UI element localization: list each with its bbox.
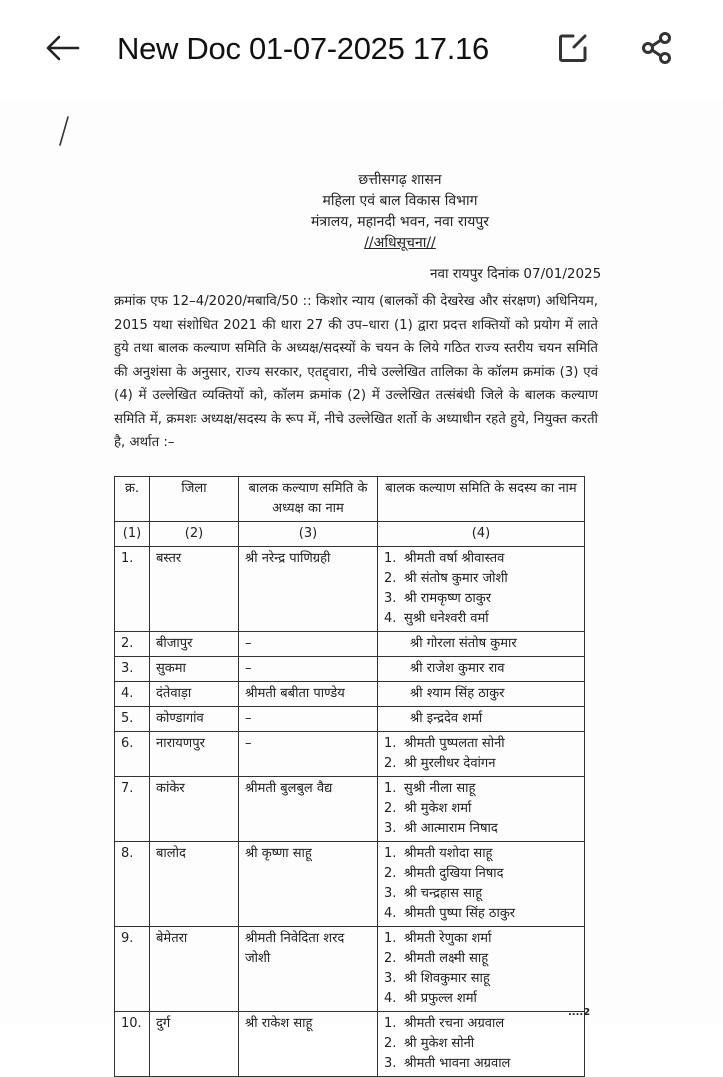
cell-members — [378, 682, 585, 707]
member-item — [384, 969, 578, 989]
member-name: सुश्री धनेश्वरी वर्मा — [404, 611, 489, 626]
page-continuation: ....2 — [568, 1007, 591, 1018]
header-department: महिला एवं बाल विकास विभाग — [322, 193, 478, 209]
header-notification: //अधिसूचना// — [364, 235, 436, 251]
member-name: श्रीमती पुष्पलता सोनी — [404, 736, 505, 751]
member-name: श्री श्याम सिंह ठाकुर — [410, 686, 505, 701]
member-item — [384, 609, 578, 629]
table-row — [115, 842, 585, 927]
col-number: (4) — [378, 522, 585, 547]
member-index: 4. — [384, 611, 397, 626]
document-title: New Doc 01-07-2025 17.16 — [117, 31, 489, 66]
cell-district: दुर्ग — [150, 1012, 239, 1077]
cell-chair: श्रीमती निवेदिता शरद जोशी — [239, 927, 378, 1012]
header-sn: क्र. — [115, 477, 150, 522]
member-name: श्री मुकेश सोनी — [404, 1036, 475, 1051]
edit-button[interactable] — [553, 28, 593, 68]
cell-chair: श्री नरेन्द्र पाणिग्रही — [239, 547, 378, 632]
member-name: श्री प्रफुल्ल शर्मा — [404, 991, 477, 1006]
cell-sn: 2. — [115, 632, 150, 657]
member-name: श्री शिवकुमार साहू — [404, 971, 490, 986]
date-line: नवा रायपुर दिनांक 07/01/2025 — [430, 266, 602, 282]
header-members: बालक कल्याण समिति के सदस्य का नाम — [378, 477, 585, 522]
member-name: श्री इन्द्रदेव शर्मा — [410, 711, 483, 726]
table-row — [115, 732, 585, 777]
member-item — [384, 884, 578, 904]
member-index: 2. — [384, 951, 397, 966]
member-name: श्रीमती वर्षा श्रीवास्तव — [404, 551, 505, 566]
cell-sn: 8. — [115, 842, 150, 927]
table-row — [115, 657, 585, 682]
member-item — [384, 819, 578, 839]
cell-district: नारायणपुर — [150, 732, 239, 777]
member-item — [384, 844, 578, 864]
cell-sn: 6. — [115, 732, 150, 777]
member-name: श्रीमती लक्ष्मी साहू — [404, 951, 489, 966]
cell-sn: 4. — [115, 682, 150, 707]
cell-district: कांकेर — [150, 777, 239, 842]
cell-district: बालोद — [150, 842, 239, 927]
cell-chair: – — [239, 657, 378, 682]
member-name: श्री आत्माराम निषाद — [404, 821, 498, 836]
member-name: श्री चन्द्रहास साहू — [404, 886, 483, 901]
member-index: 3. — [384, 971, 397, 986]
cell-chair: श्री राकेश साहू — [239, 1012, 378, 1077]
member-name: श्रीमती भावना अग्रवाल — [404, 1056, 511, 1071]
appointments-table — [114, 476, 585, 1077]
member-item — [384, 1034, 578, 1054]
member-index: 2. — [384, 866, 397, 881]
cell-chair: श्रीमती बबीता पाण्डेय — [239, 682, 378, 707]
share-icon — [639, 30, 675, 66]
member-name: श्री मुकेश शर्मा — [404, 801, 472, 816]
member-index: 3. — [384, 591, 397, 606]
col-number: (3) — [239, 522, 378, 547]
table-row — [115, 547, 585, 632]
header-govt: छत्तीसगढ़ शासन — [358, 172, 442, 188]
member-index: 1. — [384, 551, 397, 566]
member-index: 3. — [384, 1056, 397, 1071]
table-row — [115, 707, 585, 732]
table-row — [115, 682, 585, 707]
member-item — [384, 949, 578, 969]
table-row — [115, 927, 585, 1012]
app-bar — [0, 0, 723, 100]
cell-members — [378, 1012, 585, 1077]
cell-sn: 5. — [115, 707, 150, 732]
member-item — [384, 734, 578, 754]
member-name: श्री रामकृष्ण ठाकुर — [404, 591, 492, 606]
member-name: श्रीमती रचना अग्रवाल — [404, 1016, 505, 1031]
table-row — [115, 777, 585, 842]
member-index: 1. — [384, 846, 397, 861]
share-button[interactable] — [637, 28, 677, 68]
member-name: श्रीमती दुखिया निषाद — [404, 866, 504, 881]
cell-district: दंतेवाड़ा — [150, 682, 239, 707]
member-index: 1. — [384, 781, 397, 796]
cell-members — [378, 707, 585, 732]
member-name: श्रीमती पुष्पा सिंह ठाकुर — [404, 906, 516, 921]
member-index: 2. — [384, 801, 397, 816]
table-row — [115, 632, 585, 657]
member-item — [384, 779, 578, 799]
col-number: (1) — [115, 522, 150, 547]
member-name: श्री गोरला संतोष कुमार — [410, 636, 517, 651]
member-name: श्रीमती यशोदा साहू — [404, 846, 493, 861]
cell-members — [378, 842, 585, 927]
member-name: श्री संतोष कुमार जोशी — [404, 571, 508, 586]
member-item — [384, 799, 578, 819]
member-name: सुश्री नीला साहू — [404, 781, 476, 796]
member-item — [384, 904, 578, 924]
cell-chair: – — [239, 632, 378, 657]
cell-members — [378, 632, 585, 657]
cell-sn: 3. — [115, 657, 150, 682]
edit-square-icon — [557, 32, 589, 64]
margin-pen-mark — [58, 115, 70, 147]
cell-sn: 10. — [115, 1012, 150, 1077]
member-index: 1. — [384, 931, 397, 946]
header-chair: बालक कल्याण समिति के अध्यक्ष का नाम — [239, 477, 378, 522]
member-item — [384, 1014, 578, 1034]
cell-chair: – — [239, 732, 378, 777]
member-item — [384, 989, 578, 1009]
member-item — [384, 864, 578, 884]
table-body — [115, 547, 585, 1077]
cell-chair: श्रीमती बुलबुल वैद्य — [239, 777, 378, 842]
table-row — [115, 1012, 585, 1077]
header-district: जिला — [150, 477, 239, 522]
cell-chair: – — [239, 707, 378, 732]
cell-district: बस्तर — [150, 547, 239, 632]
member-name: श्री राजेश कुमार राव — [410, 661, 505, 676]
cell-members — [378, 927, 585, 1012]
column-number-row — [115, 522, 585, 547]
cell-members — [378, 657, 585, 682]
header-address: मंत्रालय, महानदी भवन, नवा रायपुर — [310, 214, 490, 230]
member-index: 2. — [384, 571, 397, 586]
cell-sn: 9. — [115, 927, 150, 1012]
order-paragraph: क्रमांक एफ 12–4/2020/मबावि/50 :: किशोर न्याय (बालकों की देखरेख और संरक्षण) अधिनियम, 2015 यथा संशोधित 2021 की धारा 27 की उप–धारा (1) द्वारा प्रदत्त शक्तियों को प्रयोग में लाते हुये तथा बालक कल्याण समिति के अध्यक्ष/सदस्यों के चयन के लिये गठित राज्य स्तरीय चयन समिति की अनुशंसा के अनुसार, राज्य सरकार, एतद्द्वारा, नीचे उल्लेखित तालिका के कॉलम क्रमांक (3) एवं (4) में उल्लेखित व्यक्तियों को, कॉलम क्रमांक (2) में उल्लेखित तत्संबंधी जिले के बालक कल्याण समिति में, क्रमशः अध्यक्ष/सदस्य के रूप में, नीचे उल्लेखित शर्तो के अध्याधीन रहते हुये, नियुक्त करती है, अर्थात :– — [114, 294, 598, 450]
member-index: 2. — [384, 1036, 397, 1051]
member-index: 4. — [384, 991, 397, 1006]
member-item — [384, 589, 578, 609]
member-item — [384, 929, 578, 949]
cell-sn: 7. — [115, 777, 150, 842]
cell-sn: 1. — [115, 547, 150, 632]
cell-chair: श्री कृष्णा साहू — [239, 842, 378, 927]
member-index: 2. — [384, 756, 397, 771]
member-index: 3. — [384, 886, 397, 901]
arrow-left-icon — [44, 34, 80, 62]
member-item — [384, 549, 578, 569]
member-index: 1. — [384, 1016, 397, 1031]
cell-district: बेमेतरा — [150, 927, 239, 1012]
col-number: (2) — [150, 522, 239, 547]
member-name: श्री मुरलीधर देवांगन — [404, 756, 496, 771]
cell-members — [378, 547, 585, 632]
member-index: 4. — [384, 906, 397, 921]
member-index: 1. — [384, 736, 397, 751]
cell-district: सुकमा — [150, 657, 239, 682]
cell-district: कोण्डागांव — [150, 707, 239, 732]
member-item — [384, 1054, 578, 1074]
cell-members — [378, 777, 585, 842]
back-button[interactable] — [40, 28, 84, 68]
member-name: श्रीमती रेणुका शर्मा — [404, 931, 492, 946]
member-item — [384, 569, 578, 589]
table-header-row — [115, 477, 585, 522]
member-index: 3. — [384, 821, 397, 836]
cell-members — [378, 732, 585, 777]
cell-district: बीजापुर — [150, 632, 239, 657]
member-item — [384, 754, 578, 774]
